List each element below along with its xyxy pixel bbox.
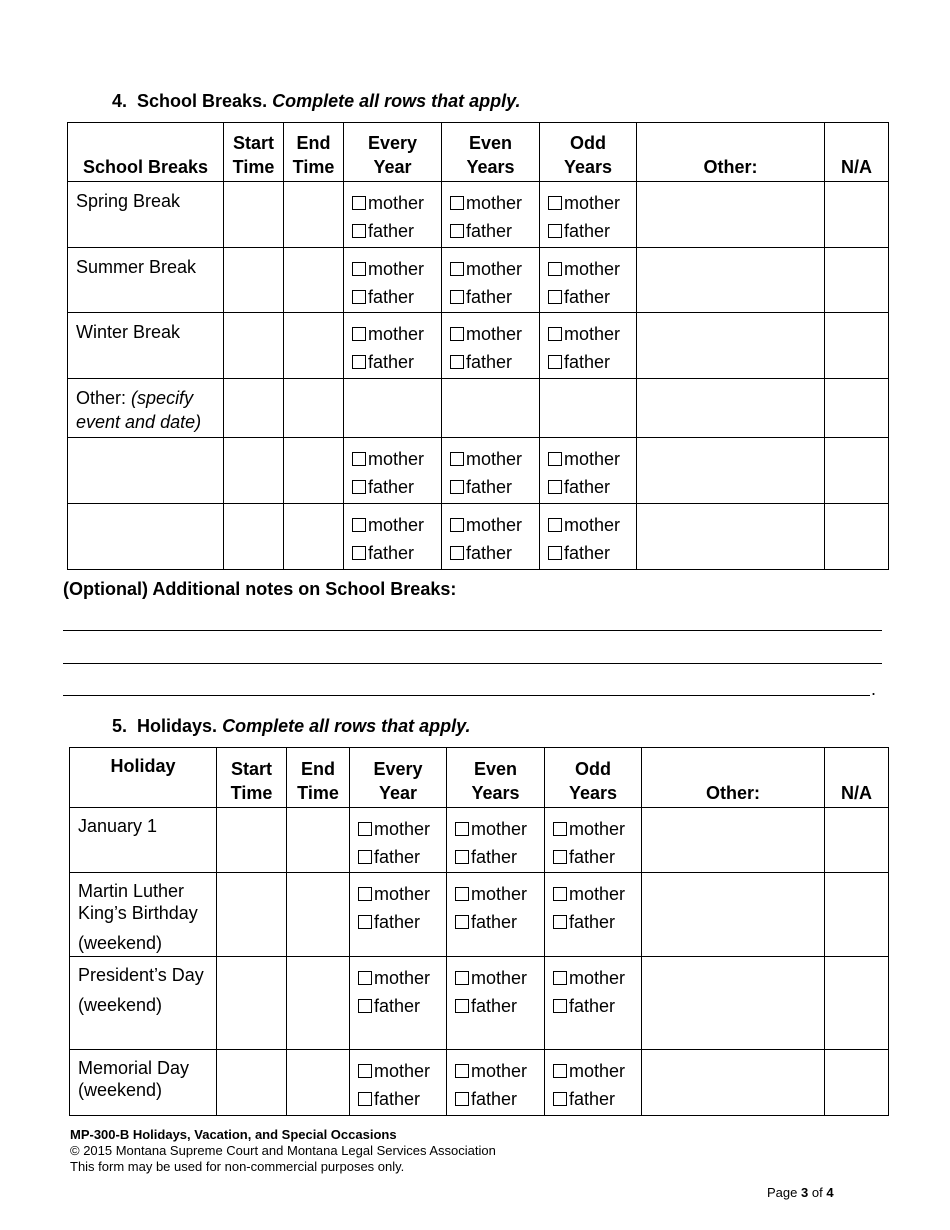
end-time-cell[interactable]: [284, 248, 344, 313]
father-label: father: [368, 477, 415, 497]
father-checkbox[interactable]: [548, 290, 562, 304]
mother-label: mother: [471, 968, 528, 988]
parent-choice-cell: [442, 248, 540, 313]
mother-label: mother: [569, 1061, 626, 1081]
parent-choice-cell: [442, 313, 540, 379]
na-cell[interactable]: [825, 379, 889, 438]
father-checkbox[interactable]: [455, 1092, 469, 1106]
col-holiday: Holiday: [70, 748, 217, 808]
parent-choice-cell: [447, 1050, 545, 1116]
father-label: father: [564, 543, 611, 563]
father-checkbox[interactable]: [553, 1092, 567, 1106]
father-label: father: [368, 287, 415, 307]
parent-choice-cell: [344, 504, 442, 570]
table-row: [70, 957, 889, 1050]
table-row: [70, 1050, 889, 1116]
parent-choice-cell: [540, 248, 637, 313]
even-years-cell[interactable]: [442, 379, 540, 438]
other-cell[interactable]: [642, 957, 825, 1050]
notes-line[interactable]: [63, 630, 882, 631]
father-label: father: [564, 477, 611, 497]
end-time-cell[interactable]: [284, 379, 344, 438]
mother-label: mother: [569, 968, 626, 988]
start-time-cell[interactable]: [217, 808, 287, 873]
mother-label: mother: [564, 193, 621, 213]
mother-label: mother: [471, 884, 528, 904]
table-row: [70, 873, 889, 957]
mother-label: mother: [466, 449, 523, 469]
father-checkbox[interactable]: [548, 546, 562, 560]
col-other: Other:: [642, 748, 825, 808]
row-label: Winter Break: [68, 313, 224, 379]
father-checkbox[interactable]: [352, 290, 366, 304]
other-cell[interactable]: [637, 248, 825, 313]
school-breaks-title: [112, 91, 521, 112]
form-id: MP-300-B Holidays, Vacation, and Special Occasions: [70, 1127, 397, 1142]
parent-choice-cell: [344, 248, 442, 313]
mother-label: mother: [569, 884, 626, 904]
mother-checkbox[interactable]: [553, 887, 567, 901]
mother-label: mother: [374, 819, 431, 839]
mother-label: mother: [471, 819, 528, 839]
parent-choice-cell: [540, 438, 637, 504]
na-cell[interactable]: [825, 248, 889, 313]
mother-label: mother: [466, 515, 523, 535]
start-time-cell[interactable]: [224, 379, 284, 438]
father-checkbox[interactable]: [358, 1092, 372, 1106]
start-time-cell[interactable]: [224, 504, 284, 570]
father-label: father: [471, 912, 518, 932]
mother-checkbox[interactable]: [358, 971, 372, 985]
mother-checkbox[interactable]: [450, 327, 464, 341]
mother-label: mother: [466, 193, 523, 213]
father-label: father: [471, 996, 518, 1016]
father-label: father: [368, 352, 415, 372]
mother-label: mother: [564, 324, 621, 344]
mother-checkbox[interactable]: [450, 452, 464, 466]
na-cell[interactable]: [825, 1050, 889, 1116]
father-checkbox[interactable]: [450, 224, 464, 238]
mother-checkbox[interactable]: [450, 518, 464, 532]
notes-title: (Optional) Additional notes on School Breaks:: [63, 579, 457, 599]
mother-checkbox[interactable]: [352, 518, 366, 532]
mother-checkbox[interactable]: [455, 1064, 469, 1078]
mother-checkbox[interactable]: [352, 452, 366, 466]
col-school-breaks: School Breaks: [68, 123, 224, 182]
notes-line[interactable]: [63, 663, 882, 664]
notes-line[interactable]: [63, 695, 870, 696]
father-label: father: [466, 352, 513, 372]
parent-choice-cell: [545, 957, 642, 1050]
mother-checkbox[interactable]: [450, 196, 464, 210]
footer: [70, 1127, 496, 1175]
parent-choice-cell: [350, 808, 447, 873]
father-label: father: [466, 221, 513, 241]
other-cell[interactable]: [642, 808, 825, 873]
other-cell[interactable]: [637, 438, 825, 504]
father-checkbox[interactable]: [455, 915, 469, 929]
section-title: Holidays.: [137, 716, 218, 736]
mother-label: mother: [569, 819, 626, 839]
mother-label: mother: [374, 884, 431, 904]
father-checkbox[interactable]: [548, 480, 562, 494]
start-time-cell[interactable]: [224, 182, 284, 248]
row-label[interactable]: [68, 438, 224, 504]
table-row: [68, 248, 889, 313]
mother-checkbox[interactable]: [352, 262, 366, 276]
copyright: © 2015 Montana Supreme Court and Montana Legal Services Association: [70, 1143, 496, 1158]
parent-choice-cell: [442, 182, 540, 248]
father-label: father: [374, 1089, 421, 1109]
father-label: father: [569, 847, 616, 867]
header-row: [70, 748, 889, 808]
father-checkbox[interactable]: [553, 915, 567, 929]
father-label: father: [569, 912, 616, 932]
parent-choice-cell: [540, 504, 637, 570]
row-label[interactable]: [68, 504, 224, 570]
parent-choice-cell: [442, 438, 540, 504]
other-cell[interactable]: [642, 1050, 825, 1116]
mother-label: mother: [368, 324, 425, 344]
holidays-title: [112, 716, 470, 737]
table-row: [68, 313, 889, 379]
row-label: Martin Luther King’s Birthday (weekend): [70, 873, 217, 957]
mother-checkbox[interactable]: [358, 1064, 372, 1078]
father-label: father: [466, 477, 513, 497]
mother-checkbox[interactable]: [450, 262, 464, 276]
father-label: father: [374, 912, 421, 932]
mother-checkbox[interactable]: [358, 887, 372, 901]
mother-label: mother: [368, 515, 425, 535]
other-cell[interactable]: [637, 182, 825, 248]
parent-choice-cell: [350, 873, 447, 957]
father-label: father: [569, 996, 616, 1016]
col-every-year: Every Year: [344, 123, 442, 182]
mother-checkbox[interactable]: [455, 887, 469, 901]
row-label: January 1: [70, 808, 217, 873]
end-time-cell[interactable]: [284, 504, 344, 570]
father-checkbox[interactable]: [352, 224, 366, 238]
section-number: 5.: [112, 716, 128, 736]
father-checkbox[interactable]: [352, 480, 366, 494]
col-end-time: End Time: [287, 748, 350, 808]
other-cell[interactable]: [637, 313, 825, 379]
father-checkbox[interactable]: [358, 850, 372, 864]
col-end-time: End Time: [284, 123, 344, 182]
father-label: father: [374, 996, 421, 1016]
na-cell[interactable]: [825, 438, 889, 504]
mother-checkbox[interactable]: [548, 452, 562, 466]
col-other: Other:: [637, 123, 825, 182]
father-label: father: [374, 847, 421, 867]
row-label: Other: (specify event and date): [68, 379, 224, 438]
father-checkbox[interactable]: [548, 224, 562, 238]
na-cell[interactable]: [825, 957, 889, 1050]
parent-choice-cell: [545, 1050, 642, 1116]
end-time-cell[interactable]: [287, 1050, 350, 1116]
row-label: Memorial Day (weekend): [70, 1050, 217, 1116]
father-label: father: [569, 1089, 616, 1109]
mother-checkbox[interactable]: [352, 196, 366, 210]
section-instruction: Complete all rows that apply.: [222, 716, 471, 736]
section-number: 4.: [112, 91, 128, 111]
parent-choice-cell: [442, 504, 540, 570]
other-cell[interactable]: [637, 504, 825, 570]
table-row: [68, 182, 889, 248]
parent-choice-cell: [540, 313, 637, 379]
parent-choice-cell: [540, 182, 637, 248]
end-time-cell[interactable]: [287, 873, 350, 957]
usage-note: This form may be used for non-commercial purposes only.: [70, 1159, 405, 1174]
odd-years-cell[interactable]: [540, 379, 637, 438]
mother-label: mother: [374, 968, 431, 988]
mother-checkbox[interactable]: [358, 822, 372, 836]
father-checkbox[interactable]: [450, 290, 464, 304]
parent-choice-cell: [545, 873, 642, 957]
section-instruction: Complete all rows that apply.: [272, 91, 521, 111]
father-label: father: [368, 221, 415, 241]
every-year-cell[interactable]: [344, 379, 442, 438]
other-cell[interactable]: [637, 379, 825, 438]
mother-label: mother: [466, 259, 523, 279]
mother-label: mother: [368, 193, 425, 213]
mother-checkbox[interactable]: [553, 971, 567, 985]
start-time-cell[interactable]: [224, 438, 284, 504]
table-row: [68, 379, 889, 438]
mother-label: mother: [374, 1061, 431, 1081]
end-time-cell[interactable]: [284, 438, 344, 504]
father-checkbox[interactable]: [352, 546, 366, 560]
mother-checkbox[interactable]: [553, 1064, 567, 1078]
father-label: father: [466, 287, 513, 307]
mother-label: mother: [564, 515, 621, 535]
mother-checkbox[interactable]: [548, 196, 562, 210]
table-row: [68, 438, 889, 504]
col-odd-years: Odd Years: [540, 123, 637, 182]
father-label: father: [466, 543, 513, 563]
holidays-table: [69, 747, 889, 1116]
row-label: Summer Break: [68, 248, 224, 313]
father-checkbox[interactable]: [358, 915, 372, 929]
end-time-cell[interactable]: [287, 957, 350, 1050]
mother-checkbox[interactable]: [553, 822, 567, 836]
col-even-years: Even Years: [442, 123, 540, 182]
father-checkbox[interactable]: [358, 999, 372, 1013]
father-checkbox[interactable]: [450, 546, 464, 560]
mother-checkbox[interactable]: [455, 822, 469, 836]
col-na: N/A: [825, 748, 889, 808]
col-na: N/A: [825, 123, 889, 182]
col-start-time: Start Time: [217, 748, 287, 808]
father-checkbox[interactable]: [553, 850, 567, 864]
col-start-time: Start Time: [224, 123, 284, 182]
parent-choice-cell: [344, 182, 442, 248]
father-checkbox[interactable]: [455, 999, 469, 1013]
mother-label: mother: [564, 259, 621, 279]
col-every-year: Every Year: [350, 748, 447, 808]
mother-checkbox[interactable]: [352, 327, 366, 341]
mother-checkbox[interactable]: [548, 518, 562, 532]
na-cell[interactable]: [825, 504, 889, 570]
father-checkbox[interactable]: [455, 850, 469, 864]
end-time-cell[interactable]: [287, 808, 350, 873]
father-label: father: [564, 352, 611, 372]
row-label: President’s Day (weekend): [70, 957, 217, 1050]
mother-checkbox[interactable]: [548, 327, 562, 341]
other-cell[interactable]: [642, 873, 825, 957]
end-time-cell[interactable]: [284, 182, 344, 248]
parent-choice-cell: [447, 808, 545, 873]
father-checkbox[interactable]: [352, 355, 366, 369]
start-time-cell[interactable]: [217, 873, 287, 957]
father-checkbox[interactable]: [553, 999, 567, 1013]
start-time-cell[interactable]: [224, 313, 284, 379]
parent-choice-cell: [447, 957, 545, 1050]
school-breaks-table: [67, 122, 889, 570]
start-time-cell[interactable]: [224, 248, 284, 313]
end-time-cell[interactable]: [284, 313, 344, 379]
parent-choice-cell: [344, 438, 442, 504]
mother-label: mother: [564, 449, 621, 469]
parent-choice-cell: [344, 313, 442, 379]
page-number: Page 3 of 4: [767, 1185, 834, 1200]
header-row: [68, 123, 889, 182]
col-odd-years: Odd Years: [545, 748, 642, 808]
section-title: School Breaks.: [137, 91, 268, 111]
father-label: father: [471, 847, 518, 867]
na-cell[interactable]: [825, 808, 889, 873]
mother-label: mother: [466, 324, 523, 344]
father-label: father: [564, 221, 611, 241]
father-label: father: [471, 1089, 518, 1109]
na-cell[interactable]: [825, 182, 889, 248]
col-even-years: Even Years: [447, 748, 545, 808]
row-label: Spring Break: [68, 182, 224, 248]
father-checkbox[interactable]: [450, 480, 464, 494]
start-time-cell[interactable]: [217, 1050, 287, 1116]
mother-checkbox[interactable]: [455, 971, 469, 985]
mother-label: mother: [368, 449, 425, 469]
parent-choice-cell: [350, 1050, 447, 1116]
parent-choice-cell: [545, 808, 642, 873]
mother-checkbox[interactable]: [548, 262, 562, 276]
parent-choice-cell: [350, 957, 447, 1050]
na-cell[interactable]: [825, 313, 889, 379]
start-time-cell[interactable]: [217, 957, 287, 1050]
mother-label: mother: [471, 1061, 528, 1081]
father-checkbox[interactable]: [548, 355, 562, 369]
father-checkbox[interactable]: [450, 355, 464, 369]
father-label: father: [564, 287, 611, 307]
father-label: father: [368, 543, 415, 563]
mother-label: mother: [368, 259, 425, 279]
na-cell[interactable]: [825, 873, 889, 957]
table-row: [70, 808, 889, 873]
parent-choice-cell: [447, 873, 545, 957]
table-row: [68, 504, 889, 570]
